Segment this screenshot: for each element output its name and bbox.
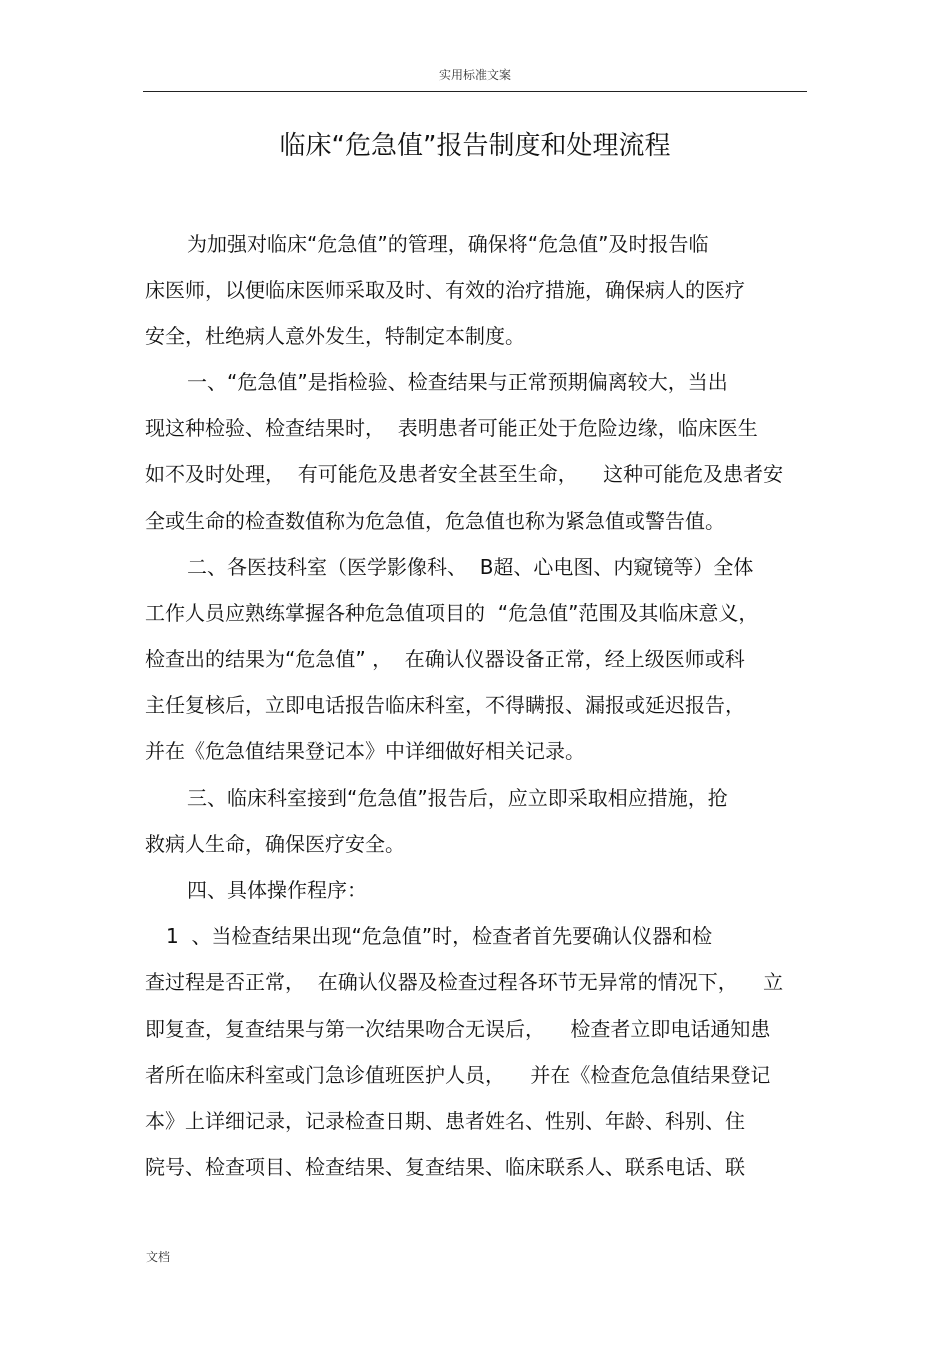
body-line: 一、“危急值”是指检验、检查结果与正常预期偏离较大，当出 [187,370,728,394]
body-line: 安全，杜绝病人意外发生，特制定本制度。 [145,324,525,348]
body-line: 检查出的结果为“危急值” ， 在确认仪器设备正常，经上级医师或科 [145,647,745,671]
body-line: 救病人生命，确保医疗安全。 [145,832,405,856]
body-line: 四、具体操作程序： [187,878,367,902]
body-line: 床医师，以便临床医师采取及时、有效的治疗措施，确保病人的医疗 [145,278,745,302]
document-title: 临床“危急值”报告制度和处理流程 [279,131,671,161]
body-line: 二、各医技科室（医学影像科、 B超、心电图、内窥镜等）全体 [187,555,754,579]
body-line: 者所在临床科室或门急诊值班医护人员， 并在《检查危急值结果登记 [145,1063,771,1087]
header-divider [143,91,807,92]
body-line: 1 、当检查结果出现“危急值”时，检查者首先要确认仪器和检 [166,924,713,948]
body-line: 现这种检验、检查结果时， 表明患者可能正处于危险边缘，临床医生 [145,416,758,440]
body-line: 院号、检查项目、检查结果、复查结果、临床联系人、联系电话、联 [145,1155,745,1179]
page-footer: 文档 [146,1250,171,1264]
body-line: 工作人员应熟练掌握各种危急值项目的 “危急值”范围及其临床意义， [145,601,759,625]
body-line: 如不及时处理， 有可能危及患者安全甚至生命， 这种可能危及患者安 [145,462,784,486]
body-line: 并在《危急值结果登记本》中详细做好相关记录。 [145,739,585,763]
body-line: 查过程是否正常， 在确认仪器及检查过程各环节无异常的情况下， 立 [145,970,784,994]
body-line: 主任复核后，立即电话报告临床科室，不得瞒报、漏报或延迟报告， [145,693,745,717]
body-line: 本》上详细记录，记录检查日期、患者姓名、性别、年龄、科别、住 [145,1109,745,1133]
page-header: 实用标准文案 [438,68,511,82]
body-line: 为加强对临床“危急值”的管理，确保将“危急值”及时报告临 [187,232,709,256]
body-line: 全或生命的检查数值称为危急值，危急值也称为紧急值或警告值。 [145,509,725,533]
body-line: 三、临床科室接到“危急值”报告后，应立即采取相应措施，抢 [187,786,728,810]
body-line: 即复查，复查结果与第一次结果吻合无误后， 检查者立即电话通知患 [145,1017,771,1041]
